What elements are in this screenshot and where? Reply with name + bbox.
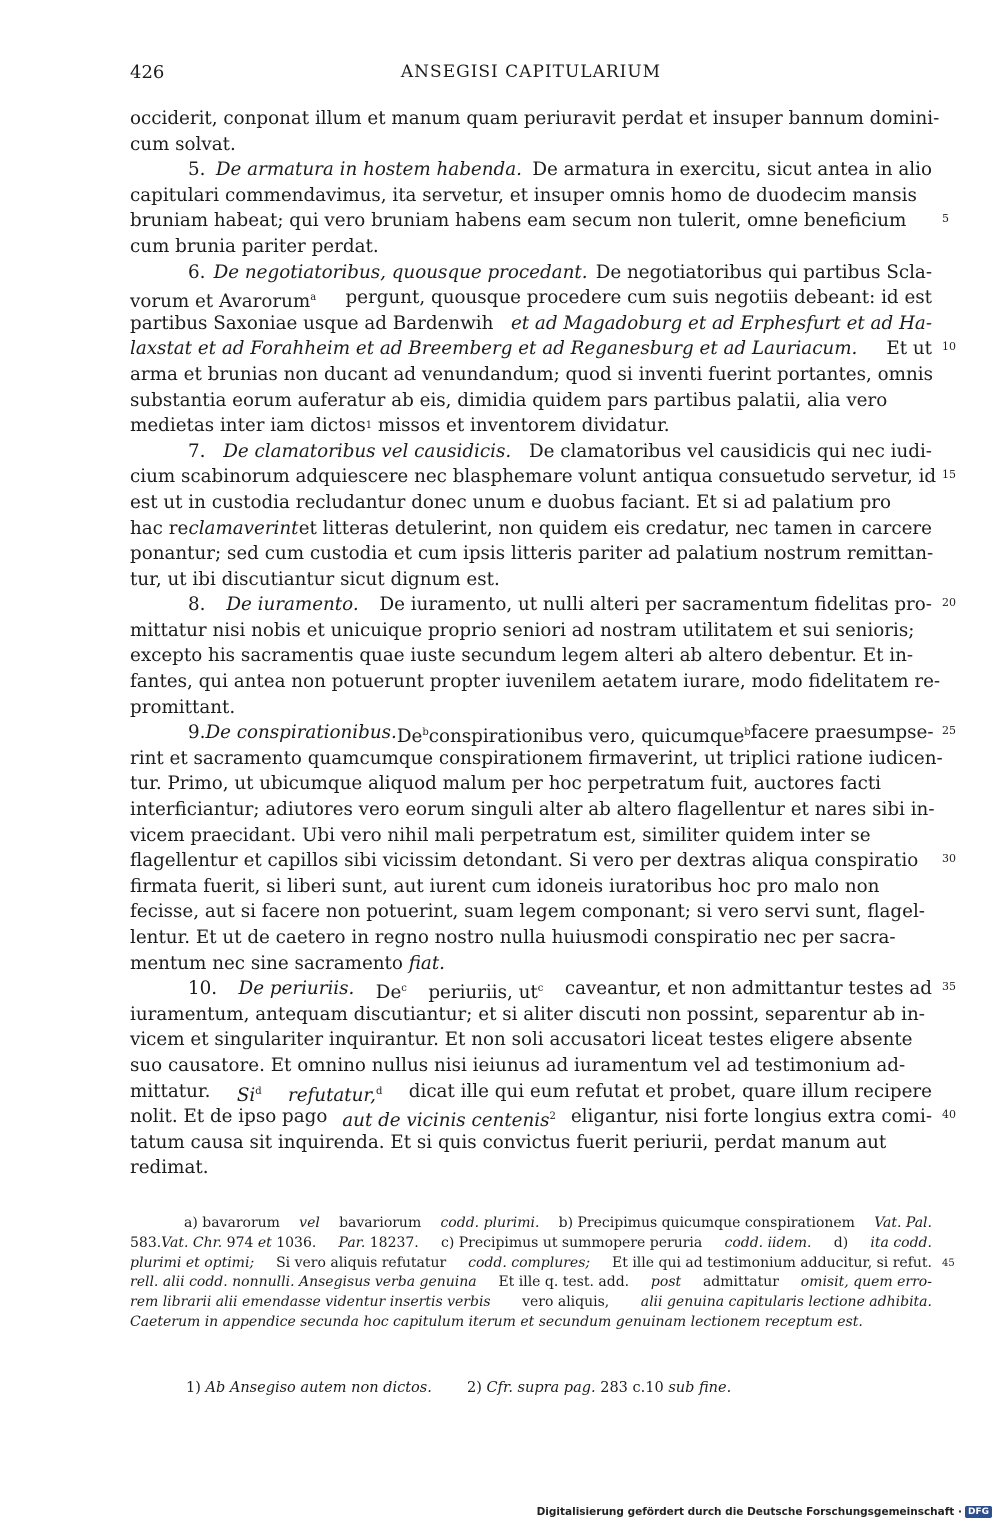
text-line: laxstat et ad Forahheim et ad Breemberg et ad Reganesburg et ad Lauriacum. Et ut (130, 338, 932, 360)
chapter-9-heading: 9. De conspirationibus. De$^b$ conspirationibus vero, quicumque$^b$ facere praesumpse- (188, 722, 934, 748)
text-line: vorum et Avarorum$^a$ pergunt, quousque procedere cum suis negotiis debeant: id est (130, 287, 932, 313)
text-line: nolit. Et de ipso pago aut de vicinis centenis$^2$ eligantur, nisi forte longius extra comi- (130, 1106, 932, 1132)
text-line: mittatur nisi nobis et unicuique proprio seniori ad nostram utilitatem et sui senioris; (130, 619, 915, 641)
text-line: redimat. (130, 1157, 209, 1179)
text-line: interficiantur; adiutores vero eorum singuli alter ab altero flagellentur et nares sibi in- (130, 799, 935, 821)
note-1: 1) Ab Ansegiso autem non dictos. (186, 1380, 432, 1396)
chapter-7-heading: 7. De clamatoribus vel causidicis. De clamatoribus vel causidicis qui nec iudi- (188, 440, 932, 462)
footnote-line: plurimi et optimi; Si vero aliquis refutatur codd. complures; Et ille qui ad testimonium adducitur, si refut. (130, 1254, 932, 1271)
page-header (130, 62, 932, 92)
footnote-line: a) bavarorum vel bavariorum codd. plurimi. b) Precipimus quicumque conspirationem Vat. Pal. (184, 1215, 932, 1231)
text-line: vicem praecidant. Ubi vero nihil mali perpetratum est, similiter quidem inter se (130, 824, 871, 846)
text-line: capitulari commendavimus, ita servetur, et insuper omnis homo de duodecim mansis (130, 184, 917, 206)
line-number: 25 (942, 724, 956, 737)
line-number: 15 (942, 468, 956, 481)
text-line: iuramentum, antequam discutiantur; et si aliter discuti non possint, separentur ab in- (130, 1003, 925, 1025)
text-line: tur, ut ibi discutiantur sicut dignum est. (130, 568, 500, 590)
source-notes (186, 1380, 731, 1396)
chapter-6-heading: 6. De negotiatoribus, quousque procedant. De negotiatoribus qui partibus Scla- (188, 261, 932, 283)
text-line: mentum nec sine sacramento fiat. (130, 952, 445, 974)
text-line: occiderit, conponat illum et manum quam periuravit perdat et insuper bannum domini- (130, 108, 940, 129)
text-line: ponantur; sed cum custodia et cum ipsis litteris pariter ad palatium nostrum remittan- (130, 543, 934, 565)
text-line: cum brunia pariter perdat. (130, 235, 379, 257)
text-line: fantes, qui antea non potuerunt propter iuvenilem aetatem iurare, modo fidelitatem re- (130, 671, 941, 693)
text-line: vicem et singulariter inquirantur. Et non soli accusatori liceat testes eligere absente (130, 1029, 913, 1051)
funding-credit (537, 1506, 992, 1518)
text-line: mittatur. Si$^d$ refutatur,$^d$ dicat ille qui eum refutat et probet, quare illum recipere (130, 1080, 932, 1106)
text-line: cum solvat. (130, 133, 236, 155)
text-line: flagellentur et capillos sibi vicissim detondant. Si vero per dextras aliqua conspiratio (130, 850, 919, 872)
line-number: 20 (942, 596, 956, 609)
text-line: hac re clamaverint et litteras detulerint, non quidem eis credatur, nec tamen in carcere (130, 517, 932, 539)
line-number: 5 (942, 212, 949, 225)
text-line: lentur. Et ut de caetero in regno nostro nulla huiusmodi conspiratio nec per sacra- (130, 927, 896, 948)
dfg-logo-icon: DFG (965, 1506, 992, 1518)
text-line: excepto his sacramentis quae iuste secundum legem alteri ab altero debentur. Et in- (130, 645, 914, 667)
text-line: medietas inter iam dictos 1 missos et inventorem dividatur. (130, 415, 670, 437)
footnote-line: 583.Vat. Chr. 974 et 1036. Par. 18237. c) Precipimus ut summopere peruria codd. iidem. d) ita codd. (130, 1234, 932, 1251)
main-text (130, 106, 943, 1181)
chapter-5-heading: 5. De armatura in hostem habenda. De armatura in exercitu, sicut antea in alio (188, 159, 932, 181)
footnote-line: Caeterum in appendice secunda hoc capitulum iterum et secundum genuinam lectionem receptum est. (130, 1313, 863, 1330)
chapter-10-heading: 10. De periuriis. De$^c$ periuriis, $ut^c$ caveantur, et non admittantur testes ad (188, 978, 932, 1004)
text-line: cium scabinorum adquiescere nec blasphemare volunt antiqua consuetudo servetur, id (130, 466, 937, 488)
text-line: est ut in custodia recludantur donec unum e duobus faciant. Et si ad palatium pro (130, 491, 892, 513)
line-number: 45 (942, 1258, 955, 1269)
line-number: 40 (942, 1108, 956, 1121)
text-line: arma et brunias non ducant ad venundandum; quod si inventi fuerint portantes, omnis (130, 363, 933, 385)
text-line: promittant. (130, 696, 236, 718)
text-line: fecisse, aut si facere non potuerint, suam legem componant; si vero servi sunt, flagel- (130, 901, 925, 923)
critical-apparatus (130, 1214, 932, 1333)
text-line: tatum causa sit inquirenda. Et si quis convictus fuerit periurii, perdat manum aut (130, 1131, 887, 1153)
text-line: suo causatore. Et omnino nullus nisi ieiunus ad iuramentum vel ad testimonium ad- (130, 1054, 906, 1076)
text-line: substantia eorum auferatur ab eis, dimidia quidem pars partibus palatii, alia vero (130, 389, 888, 411)
footnote-line: rem librarii alii emendasse videntur insertis verbis vero aliquis, alii genuina capitularis lectione adhibita. (130, 1294, 932, 1311)
footnote-line: rell. alii codd. nonnulli. Ansegisus verba genuina Et ille q. test. add. post admittatur omisit, quem erro- (130, 1274, 932, 1291)
text-line: firmata fuerit, si liberi sunt, aut iurent cum idoneis iuratoribus hoc pro malo non (130, 875, 880, 897)
running-title: ANSEGISI CAPITULARIUM (400, 62, 662, 82)
line-number: 10 (942, 340, 956, 353)
text-line: partibus Saxoniae usque ad Bardenwih et ad Magadoburg et ad Erphesfurt et ad Ha- (130, 312, 932, 334)
chapter-8-heading: 8. De iuramento. De iuramento, ut nulli alteri per sacramentum fidelitas pro- (188, 594, 932, 616)
page-number: 426 (130, 62, 165, 83)
note-2: 2) Cfr. supra pag. 283 c.10 sub fine. (467, 1380, 732, 1396)
text-line: tur. Primo, ut ubicumque aliquod malum per hoc perpetratum fuit, auctores facti (130, 773, 882, 795)
text-line: bruniam habeat; qui vero bruniam habens eam secum non tulerit, omne beneficium (130, 210, 907, 232)
line-number: 30 (942, 852, 956, 865)
line-number: 35 (942, 980, 956, 993)
credit-text: Digitalisierung gefördert durch die Deutsche Forschungsgemeinschaft · (536, 1506, 962, 1518)
text-line: rint et sacramento quamcumque conspirationem firmaverint, ut triplici ratione iudicen- (130, 747, 943, 769)
